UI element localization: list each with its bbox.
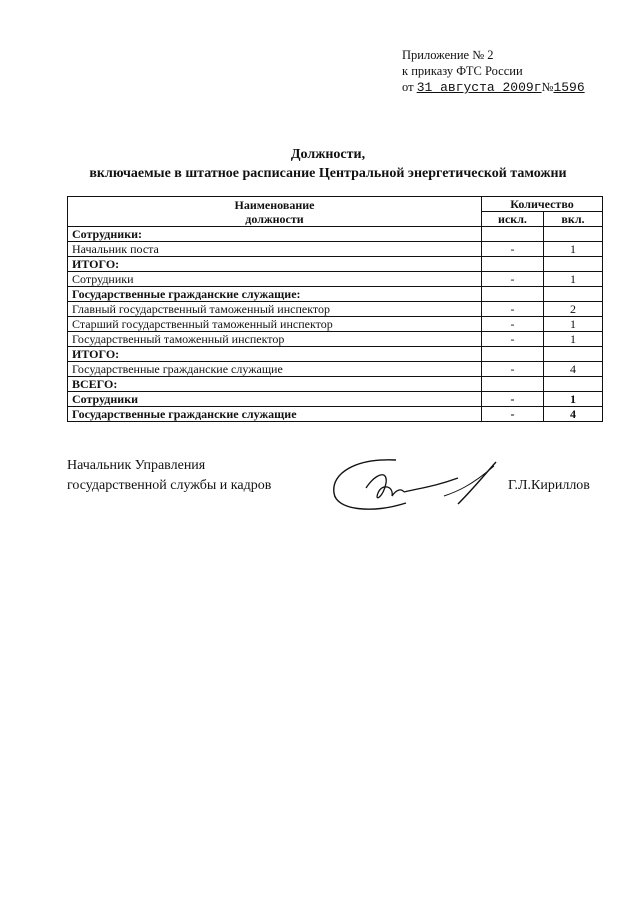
row-incl: 2 [544, 302, 603, 317]
row-excl [482, 257, 544, 272]
row-name: Начальник поста [68, 242, 482, 257]
appendix-block [402, 47, 632, 96]
table-row [68, 317, 603, 332]
row-excl: - [482, 332, 544, 347]
row-incl: 1 [544, 392, 603, 407]
header-quantity: Количество [482, 197, 603, 212]
row-excl: - [482, 392, 544, 407]
header-incl: вкл. [544, 212, 603, 227]
table-row [68, 332, 603, 347]
row-incl [544, 287, 603, 302]
signature-position-line-2: государственной службы и кадров [67, 478, 272, 493]
header-name [68, 197, 482, 227]
table-row [68, 287, 603, 302]
table-row [68, 242, 603, 257]
row-excl [482, 287, 544, 302]
document-title [0, 145, 640, 183]
table-row [68, 362, 603, 377]
appendix-line-1: Приложение № 2 [402, 48, 494, 62]
row-excl: - [482, 407, 544, 422]
row-name: ИТОГО: [68, 257, 482, 272]
table-row [68, 392, 603, 407]
row-incl: 1 [544, 317, 603, 332]
appendix-number: 1596 [553, 80, 585, 95]
row-incl [544, 257, 603, 272]
row-excl: - [482, 242, 544, 257]
row-name: Сотрудники [68, 272, 482, 287]
row-incl [544, 347, 603, 362]
appendix-line-3 [402, 79, 632, 96]
positions-table [67, 196, 603, 422]
signature-position-line-1: Начальник Управления [67, 458, 206, 473]
row-incl [544, 227, 603, 242]
row-name: Сотрудники: [68, 227, 482, 242]
row-name: Государственные гражданские служащие [68, 362, 482, 377]
row-incl: 1 [544, 242, 603, 257]
table-row [68, 302, 603, 317]
row-name: ВСЕГО: [68, 377, 482, 392]
appendix-line-2: к приказу ФТС России [402, 64, 523, 78]
appendix-date: 31 августа 2009г [416, 80, 542, 95]
appendix-date-prefix: от [402, 80, 414, 94]
table-row [68, 347, 603, 362]
header-name-line-1: Наименование [234, 197, 315, 212]
row-excl [482, 347, 544, 362]
row-excl: - [482, 362, 544, 377]
row-incl: 4 [544, 362, 603, 377]
row-name: Старший государственный таможенный инспектор [68, 317, 482, 332]
header-name-line-2: должности [245, 211, 304, 226]
row-incl: 1 [544, 272, 603, 287]
appendix-number-prefix: № [541, 80, 554, 94]
table-row [68, 272, 603, 287]
table-row [68, 257, 603, 272]
signature-position [67, 456, 271, 496]
row-name: Главный государственный таможенный инспектор [68, 302, 482, 317]
table-row [68, 377, 603, 392]
title-line-2: включаемые в штатное расписание Центральной энергетической таможни [89, 166, 567, 181]
row-name: Сотрудники [68, 392, 482, 407]
row-excl: - [482, 317, 544, 332]
table-body [68, 227, 603, 422]
header-excl: искл. [482, 212, 544, 227]
table-row [68, 227, 603, 242]
row-incl: 4 [544, 407, 603, 422]
row-excl: - [482, 302, 544, 317]
row-excl [482, 227, 544, 242]
row-name: Государственные гражданские служащие [68, 407, 482, 422]
row-name: Государственный таможенный инспектор [68, 332, 482, 347]
row-excl [482, 377, 544, 392]
row-excl: - [482, 272, 544, 287]
row-name: Государственные гражданские служащие: [68, 287, 482, 302]
handwritten-signature [326, 448, 506, 518]
table-row [68, 407, 603, 422]
row-incl [544, 377, 603, 392]
row-name: ИТОГО: [68, 347, 482, 362]
row-incl: 1 [544, 332, 603, 347]
signer-name: Г.Л.Кириллов [508, 478, 590, 493]
title-line-1: Должности, [290, 147, 366, 162]
